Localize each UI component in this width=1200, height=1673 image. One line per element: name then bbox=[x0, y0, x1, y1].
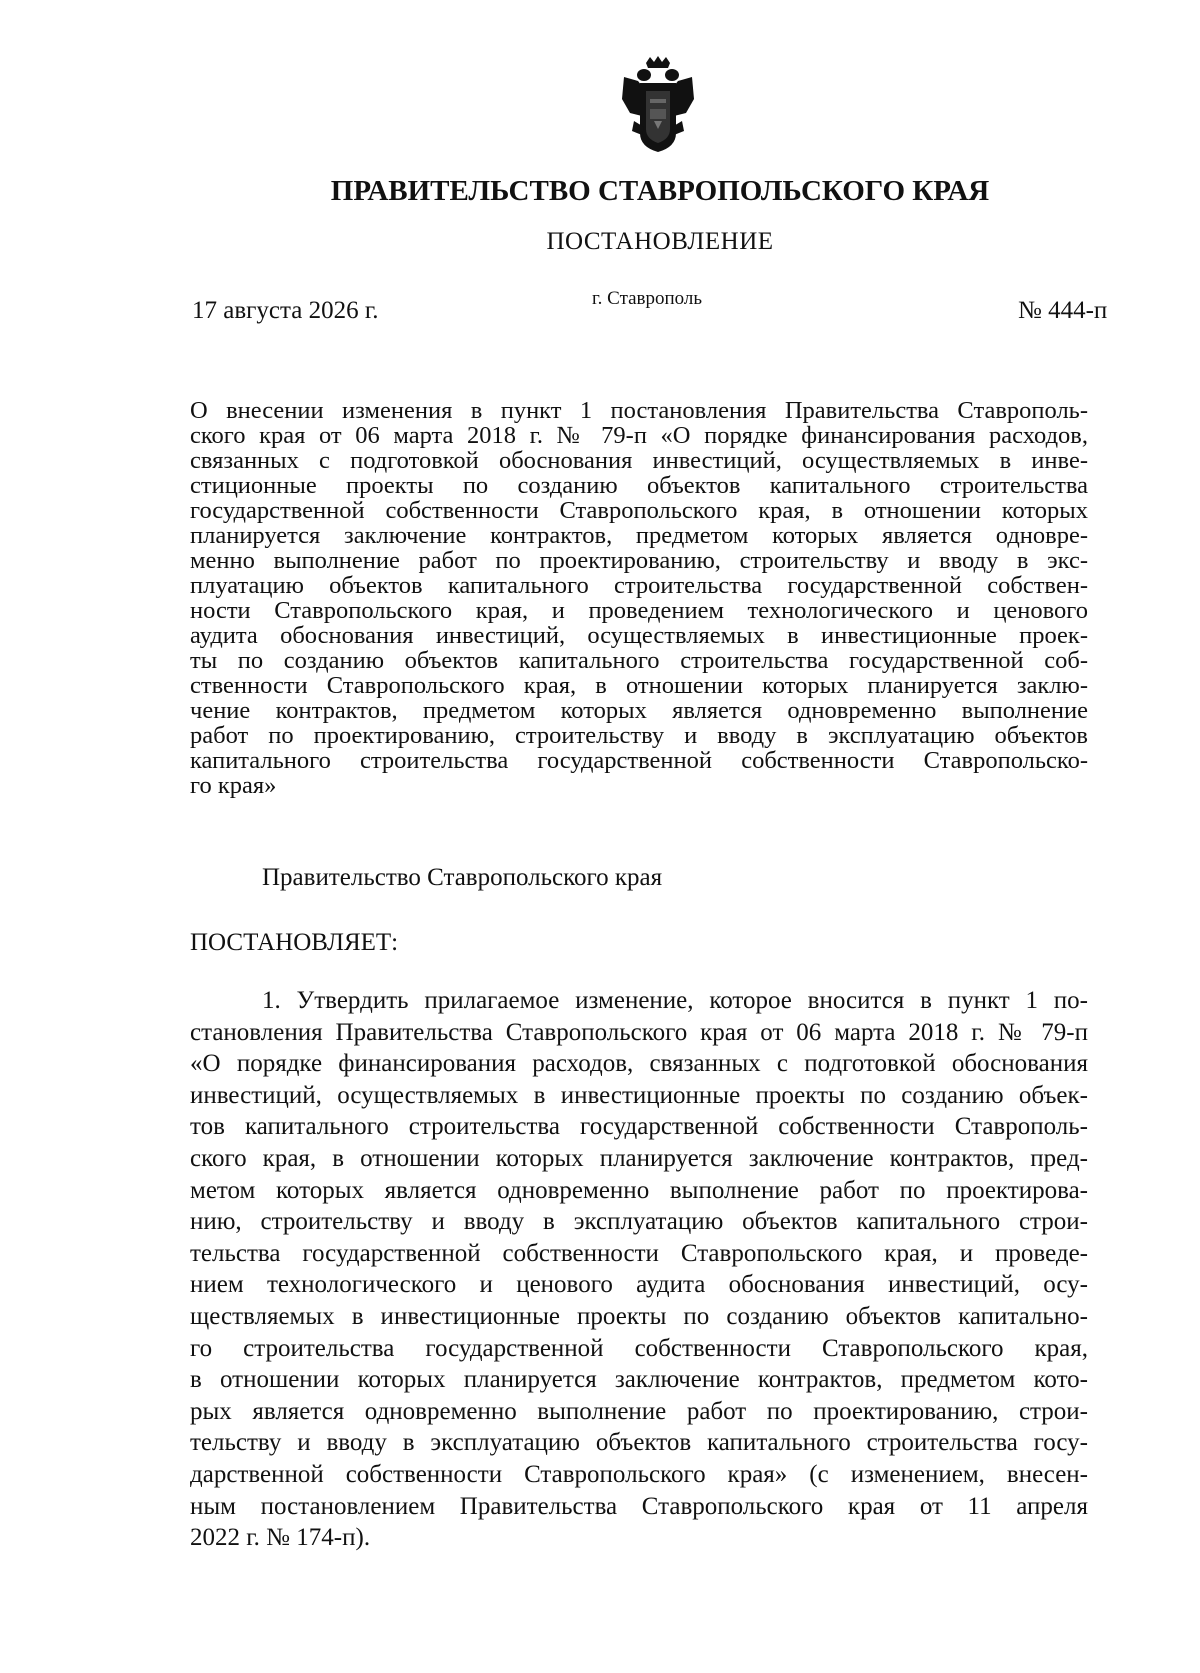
subject-line: чение контрактов, предметом которых является одновременно выполнение bbox=[190, 697, 1088, 724]
paragraph-line: тов капитального строительства государственной собственности Ставрополь- bbox=[190, 1113, 1088, 1141]
subject-line: государственной собственности Ставропольского края, в отношении которых bbox=[190, 497, 1088, 524]
government-name: Правительство Ставропольского края bbox=[262, 864, 663, 891]
organization-title: ПРАВИТЕЛЬСТВО СТАВРОПОЛЬСКОГО КРАЯ bbox=[330, 175, 990, 207]
paragraph-line: нию, строительству и вводу в эксплуатацию объектов капитального строи- bbox=[190, 1208, 1088, 1236]
subject-line: капитального строительства государственной собственности Ставропольско- bbox=[190, 747, 1088, 774]
subject-line: ты по созданию объектов капитального строительства государственной соб- bbox=[190, 647, 1088, 674]
paragraph-line: метом которых является одновременно выполнение работ по проектирова- bbox=[190, 1176, 1088, 1204]
paragraph-line: го строительства государственной собственности Ставропольского края, bbox=[190, 1334, 1088, 1362]
paragraph-line: 1. Утвердить прилагаемое изменение, которое вносится в пункт 1 по- bbox=[262, 987, 1088, 1014]
subject-line: стиционные проекты по созданию объектов капитального строительства bbox=[190, 472, 1088, 499]
subject-line: ского края от 06 марта 2018 г. № 79-п «О порядке финансирования расходов, bbox=[190, 422, 1088, 449]
subject-line: ственности Ставропольского края, в отношении которых планируется заклю- bbox=[190, 672, 1088, 699]
subject-line: го края» bbox=[190, 772, 277, 799]
decree-word: ПОСТАНОВЛЯЕТ: bbox=[190, 929, 399, 956]
subject-line: аудита обоснования инвестиций, осуществляемых в инвестиционные проек- bbox=[190, 622, 1088, 649]
subject-line: менно выполнение работ по проектированию, строительству и вводу в экс- bbox=[190, 547, 1088, 574]
item-1-paragraph bbox=[190, 985, 1088, 1554]
paragraph-line: дарственной собственности Ставропольского края» (с изменением, внесен- bbox=[190, 1460, 1088, 1488]
paragraph-line: тельству и вводу в эксплуатацию объектов капитального строительства госу- bbox=[190, 1429, 1088, 1457]
document-subject bbox=[190, 398, 1088, 798]
document-date: 17 августа 2026 г. bbox=[192, 297, 379, 324]
paragraph-line: 2022 г. № 174-п). bbox=[190, 1524, 371, 1552]
paragraph-line: ского края, в отношении которых планируется заключение контрактов, пред- bbox=[190, 1144, 1088, 1172]
paragraph-line: становления Правительства Ставропольского края от 06 марта 2018 г. № 79-п bbox=[190, 1018, 1088, 1046]
document-type: ПОСТАНОВЛЕНИЕ bbox=[546, 228, 774, 255]
subject-line: связанных с подготовкой обоснования инвестиций, осуществляемых в инве- bbox=[190, 447, 1088, 474]
document-city: г. Ставрополь bbox=[592, 288, 703, 309]
paragraph-line: рых является одновременно выполнение работ по проектированию, строи- bbox=[190, 1397, 1088, 1425]
document-number: № 444-п bbox=[1018, 297, 1108, 324]
subject-line: ности Ставропольского края, и проведением технологического и ценового bbox=[190, 597, 1088, 624]
paragraph-line: тельства государственной собственности Ставропольского края, и проведе- bbox=[190, 1239, 1088, 1267]
subject-line: планируется заключение контрактов, предметом которых является одновре- bbox=[190, 522, 1088, 549]
paragraph-line: в отношении которых планируется заключение контрактов, предметом кото- bbox=[190, 1366, 1088, 1394]
paragraph-line: нием технологического и ценового аудита обоснования инвестиций, осу- bbox=[190, 1271, 1088, 1299]
subject-line: О внесении изменения в пункт 1 постановления Правительства Ставрополь- bbox=[190, 397, 1088, 424]
coat-of-arms-icon bbox=[620, 55, 696, 153]
paragraph-line: инвестиций, осуществляемых в инвестиционные проекты по созданию объек- bbox=[190, 1081, 1088, 1109]
paragraph-line: ным постановлением Правительства Ставропольского края от 11 апреля bbox=[190, 1492, 1088, 1520]
paragraph-line: «О порядке финансирования расходов, связанных с подготовкой обоснования bbox=[190, 1050, 1088, 1078]
paragraph-line: ществляемых в инвестиционные проекты по созданию объектов капитально- bbox=[190, 1302, 1088, 1330]
subject-line: работ по проектированию, строительству и вводу в эксплуатацию объектов bbox=[190, 722, 1088, 749]
subject-line: плуатацию объектов капитального строительства государственной собствен- bbox=[190, 572, 1088, 599]
